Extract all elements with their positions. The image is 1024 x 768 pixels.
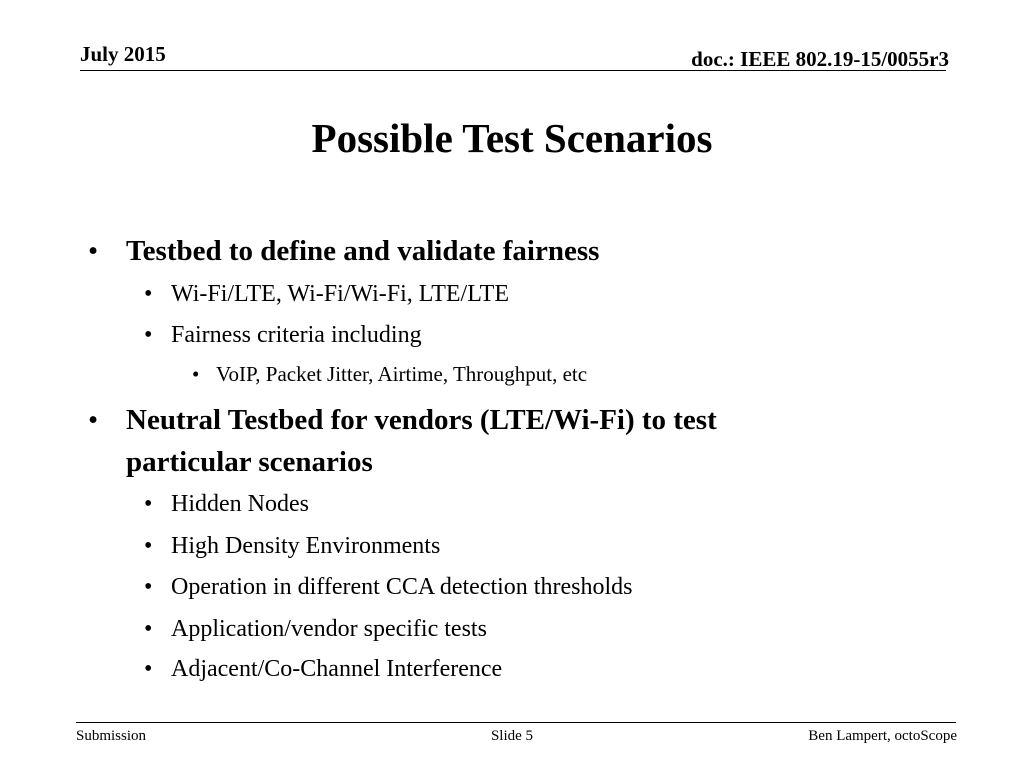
- bullet-text: Neutral Testbed for vendors (LTE/Wi-Fi) to test: [126, 404, 717, 436]
- footer-author: Ben Lampert, octoScope: [808, 728, 957, 744]
- bullet-dot-icon: •: [144, 656, 153, 682]
- bullet-text: High Density Environments: [171, 533, 441, 559]
- bullet-dot-icon: •: [144, 533, 153, 559]
- header-date: July 2015: [80, 42, 166, 66]
- bullet-dot-icon: •: [88, 404, 99, 436]
- bullet-dot-icon: •: [88, 235, 99, 267]
- slide-title: Possible Test Scenarios: [311, 115, 713, 161]
- bullet-text: Hidden Nodes: [171, 491, 309, 517]
- bullet-text: Wi-Fi/LTE, Wi-Fi/Wi-Fi, LTE/LTE: [171, 281, 510, 307]
- bullet-text: Adjacent/Co-Channel Interference: [171, 656, 503, 682]
- bullet-dot-icon: •: [144, 281, 153, 307]
- footer-divider: [76, 722, 956, 723]
- bullet-text: VoIP, Packet Jitter, Airtime, Throughput, etc: [216, 362, 588, 386]
- footer-slide-number: Slide 5: [490, 728, 534, 744]
- bullet-dot-icon: •: [144, 616, 153, 642]
- bullet-text: Testbed to define and validate fairness: [126, 235, 600, 267]
- bullet-dot-icon: •: [192, 362, 200, 386]
- bullet-text: Application/vendor specific tests: [171, 616, 487, 642]
- bullet-dot-icon: •: [144, 574, 153, 600]
- bullet-dot-icon: •: [144, 322, 153, 348]
- bullet-text: Fairness criteria including: [171, 322, 422, 348]
- bullet-dot-icon: •: [144, 491, 153, 517]
- bullet-text: Operation in different CCA detection thresholds: [171, 574, 633, 600]
- bullet-text: particular scenarios: [126, 446, 373, 478]
- header-doc-id: doc.: IEEE 802.19-15/0055r3: [691, 47, 949, 71]
- footer-submission: Submission: [76, 728, 147, 744]
